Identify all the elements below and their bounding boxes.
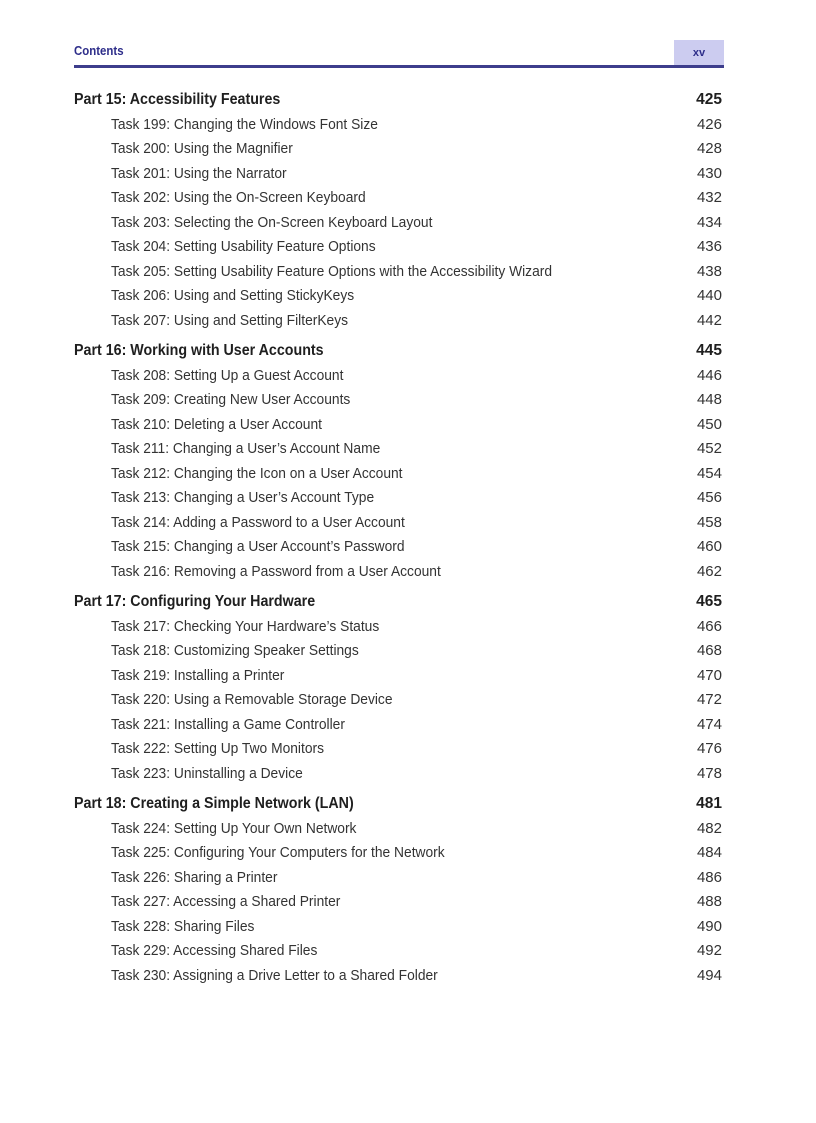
task-entry	[74, 688, 722, 713]
task-page-number: 458	[696, 513, 722, 531]
task-entry	[74, 137, 722, 162]
task-entry	[74, 211, 722, 236]
task-title: Task 209: Creating New User Accounts	[111, 391, 351, 408]
task-page-number: 492	[696, 942, 722, 959]
task-title: Task 217: Checking Your Hardware’s Status	[111, 617, 380, 635]
task-title: Task 213: Changing a User’s Account Type	[111, 489, 375, 506]
task-page-number: 478	[696, 764, 722, 782]
running-header	[74, 40, 724, 68]
task-page-number: 426	[696, 115, 722, 133]
task-entry	[74, 639, 722, 664]
task-entry	[74, 535, 722, 560]
task-page-number: 434	[696, 213, 722, 231]
task-entry	[74, 964, 722, 989]
task-title: Task 201: Using the Narrator	[111, 164, 287, 182]
part-heading	[74, 590, 722, 615]
task-page-number: 430	[696, 164, 722, 182]
task-title: Task 215: Changing a User Account’s Password	[111, 538, 405, 555]
task-page-number: 442	[696, 311, 722, 329]
task-title: Task 227: Accessing a Shared Printer	[111, 893, 341, 910]
task-entry	[74, 762, 722, 787]
part-title: Part 18: Creating a Simple Network (LAN)	[74, 795, 354, 812]
header-page-number: xv	[674, 40, 724, 65]
task-title: Task 222: Setting Up Two Monitors	[111, 740, 324, 757]
task-title: Task 212: Changing the Icon on a User Account	[111, 464, 403, 482]
task-page-number: 432	[696, 189, 722, 206]
task-page-number: 446	[696, 366, 722, 384]
task-entry	[74, 437, 722, 462]
task-entry	[74, 284, 722, 309]
task-entry	[74, 939, 722, 964]
toc-part	[74, 590, 722, 786]
toc-part	[74, 792, 722, 988]
task-title: Task 211: Changing a User’s Account Name	[111, 440, 381, 457]
task-page-number: 462	[696, 562, 722, 580]
task-title: Task 200: Using the Magnifier	[111, 140, 293, 157]
task-entry	[74, 615, 722, 640]
task-page-number: 466	[696, 617, 722, 635]
task-title: Task 223: Uninstalling a Device	[111, 764, 303, 782]
task-title: Task 229: Accessing Shared Files	[111, 942, 318, 959]
task-page-number: 470	[696, 666, 722, 684]
task-entry	[74, 186, 722, 211]
task-entry	[74, 664, 722, 689]
task-entry	[74, 737, 722, 762]
task-title: Task 228: Sharing Files	[111, 917, 255, 935]
task-title: Task 204: Setting Usability Feature Options	[111, 238, 376, 255]
part-page-number: 481	[696, 795, 722, 812]
task-entry	[74, 309, 722, 334]
task-page-number: 472	[696, 691, 722, 708]
task-page-number: 486	[696, 868, 722, 886]
part-heading	[74, 339, 722, 364]
task-page-number: 484	[696, 844, 722, 861]
task-entry	[74, 260, 722, 285]
task-page-number: 440	[696, 287, 722, 304]
task-page-number: 436	[696, 238, 722, 255]
task-page-number: 490	[696, 917, 722, 935]
task-entry	[74, 713, 722, 738]
task-title: Task 214: Adding a Password to a User Account	[111, 513, 405, 531]
task-entry	[74, 511, 722, 536]
task-page-number: 448	[696, 391, 722, 408]
task-entry	[74, 915, 722, 940]
task-entry	[74, 162, 722, 187]
task-title: Task 208: Setting Up a Guest Account	[111, 366, 344, 384]
part-page-number: 445	[696, 342, 722, 359]
task-entry	[74, 413, 722, 438]
task-entry	[74, 817, 722, 842]
task-title: Task 205: Setting Usability Feature Options with the Accessibility Wizard	[111, 262, 553, 280]
task-page-number: 438	[696, 262, 722, 280]
task-page-number: 476	[696, 740, 722, 757]
task-entry	[74, 560, 722, 585]
task-title: Task 221: Installing a Game Controller	[111, 715, 345, 733]
task-entry	[74, 235, 722, 260]
table-of-contents	[74, 88, 722, 994]
task-title: Task 206: Using and Setting StickyKeys	[111, 287, 355, 304]
task-entry	[74, 113, 722, 138]
task-entry	[74, 364, 722, 389]
task-title: Task 216: Removing a Password from a User Account	[111, 562, 441, 580]
task-page-number: 428	[696, 140, 722, 157]
task-title: Task 219: Installing a Printer	[111, 666, 285, 684]
task-entry	[74, 486, 722, 511]
task-title: Task 220: Using a Removable Storage Device	[111, 691, 393, 708]
task-title: Task 218: Customizing Speaker Settings	[111, 642, 359, 659]
toc-part	[74, 339, 722, 584]
part-title: Part 17: Configuring Your Hardware	[74, 593, 316, 610]
task-entry	[74, 388, 722, 413]
task-title: Task 203: Selecting the On-Screen Keyboard Layout	[111, 213, 433, 231]
part-heading	[74, 792, 722, 817]
task-page-number: 482	[696, 819, 722, 837]
task-title: Task 210: Deleting a User Account	[111, 415, 322, 433]
task-title: Task 207: Using and Setting FilterKeys	[111, 311, 349, 329]
task-page-number: 454	[696, 464, 722, 482]
task-page-number: 474	[696, 715, 722, 733]
task-title: Task 199: Changing the Windows Font Size	[111, 115, 378, 133]
task-page-number: 456	[696, 489, 722, 506]
part-title: Part 15: Accessibility Features	[74, 91, 281, 108]
task-title: Task 230: Assigning a Drive Letter to a Shared Folder	[111, 966, 438, 984]
part-page-number: 425	[696, 91, 722, 108]
part-page-number: 465	[696, 593, 722, 610]
task-entry	[74, 841, 722, 866]
task-entry	[74, 866, 722, 891]
task-entry	[74, 462, 722, 487]
task-page-number: 488	[696, 893, 722, 910]
part-heading	[74, 88, 722, 113]
header-title: Contents	[74, 43, 124, 58]
task-page-number: 468	[696, 642, 722, 659]
task-entry	[74, 890, 722, 915]
task-title: Task 225: Configuring Your Computers for the Network	[111, 844, 445, 861]
task-title: Task 226: Sharing a Printer	[111, 868, 278, 886]
task-title: Task 224: Setting Up Your Own Network	[111, 819, 357, 837]
task-title: Task 202: Using the On-Screen Keyboard	[111, 189, 366, 206]
task-page-number: 450	[696, 415, 722, 433]
toc-part	[74, 88, 722, 333]
task-page-number: 460	[696, 538, 722, 555]
task-page-number: 452	[696, 440, 722, 457]
task-page-number: 494	[696, 966, 722, 984]
part-title: Part 16: Working with User Accounts	[74, 342, 324, 359]
